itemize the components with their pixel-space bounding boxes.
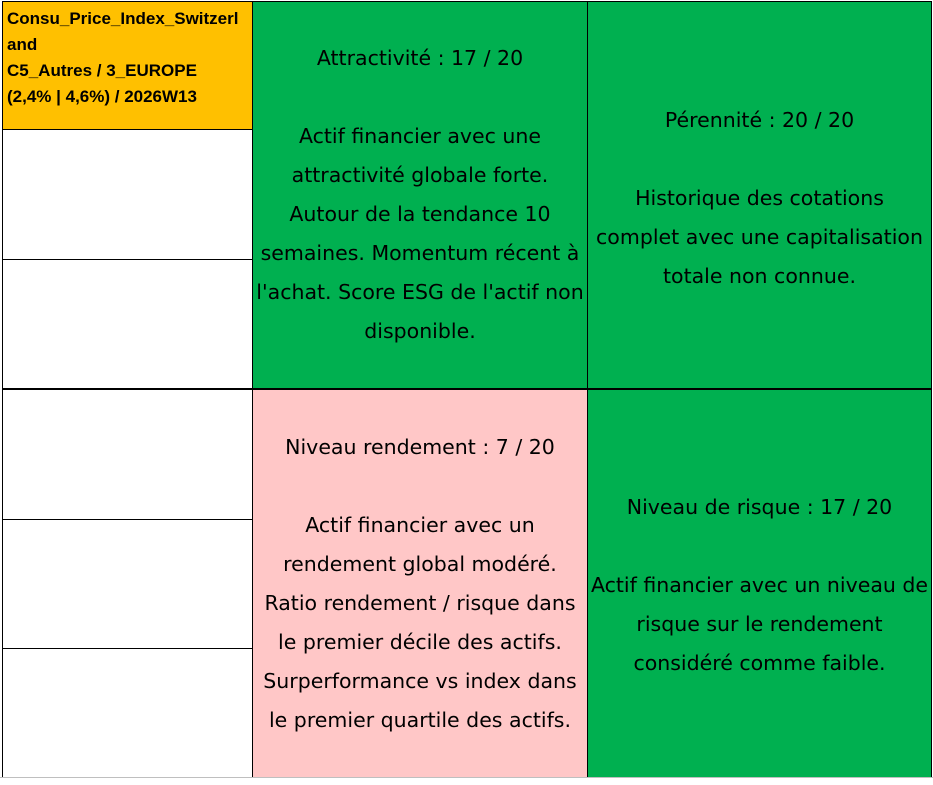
risque-box	[587, 389, 932, 778]
attractivite-box	[252, 1, 588, 389]
perennite-title: Pérennité : 20 / 20	[664, 108, 855, 132]
attractivite-title: Attractivité : 17 / 20	[316, 46, 524, 70]
attractivite-description	[256, 117, 583, 351]
rendement-title: Niveau rendement : 7 / 20	[285, 434, 555, 459]
description-line: Actif financier avec un niveau de	[590, 573, 929, 597]
description-line: attractivité globale forte.	[291, 163, 549, 187]
description-line: semaines. Momentum récent à	[260, 241, 580, 265]
description-line: rendement global modéré.	[283, 551, 557, 576]
description-line: disponible.	[364, 319, 476, 343]
description-line: Actif financier avec une	[298, 124, 542, 148]
rendement-box	[252, 389, 588, 778]
rendement-description	[263, 506, 576, 740]
description-line: risque sur le rendement	[636, 612, 883, 636]
description-line: Ratio rendement / risque dans	[264, 590, 576, 615]
empty-cell	[2, 389, 253, 520]
description-line: Autour de la tendance 10	[289, 202, 551, 226]
description-line: complet avec une capitalisation	[596, 225, 923, 249]
empty-cell	[2, 129, 253, 260]
description-line: Surperformance vs index dans	[263, 668, 577, 693]
empty-cell	[2, 519, 253, 649]
description-line: le premier décile des actifs.	[278, 629, 562, 654]
empty-cell	[2, 648, 253, 778]
description-line: Actif financier avec un	[305, 512, 535, 537]
description-line: totale non connue.	[663, 264, 856, 288]
description-line: considéré comme faible.	[633, 651, 886, 675]
asset-label-line: C5_Autres / 3_EUROPE	[7, 61, 197, 80]
perennite-description	[596, 179, 923, 296]
description-line: l'achat. Score ESG de l'actif non	[256, 280, 584, 304]
risque-description	[591, 566, 928, 683]
empty-cell	[2, 259, 253, 389]
bottom-divider	[0, 777, 933, 778]
description-line: le premier quartile des actifs.	[268, 707, 571, 732]
description-line: Historique des cotations	[635, 186, 884, 210]
asset-label-line: Consu_Price_Index_Switzerl	[7, 9, 239, 28]
asset-label-line: and	[7, 35, 38, 54]
risque-title: Niveau de risque : 17 / 20	[626, 495, 893, 519]
asset-label-cell	[2, 1, 253, 130]
asset-label-line: (2,4% | 4,6%) / 2026W13	[7, 87, 197, 106]
perennite-box	[587, 1, 932, 389]
